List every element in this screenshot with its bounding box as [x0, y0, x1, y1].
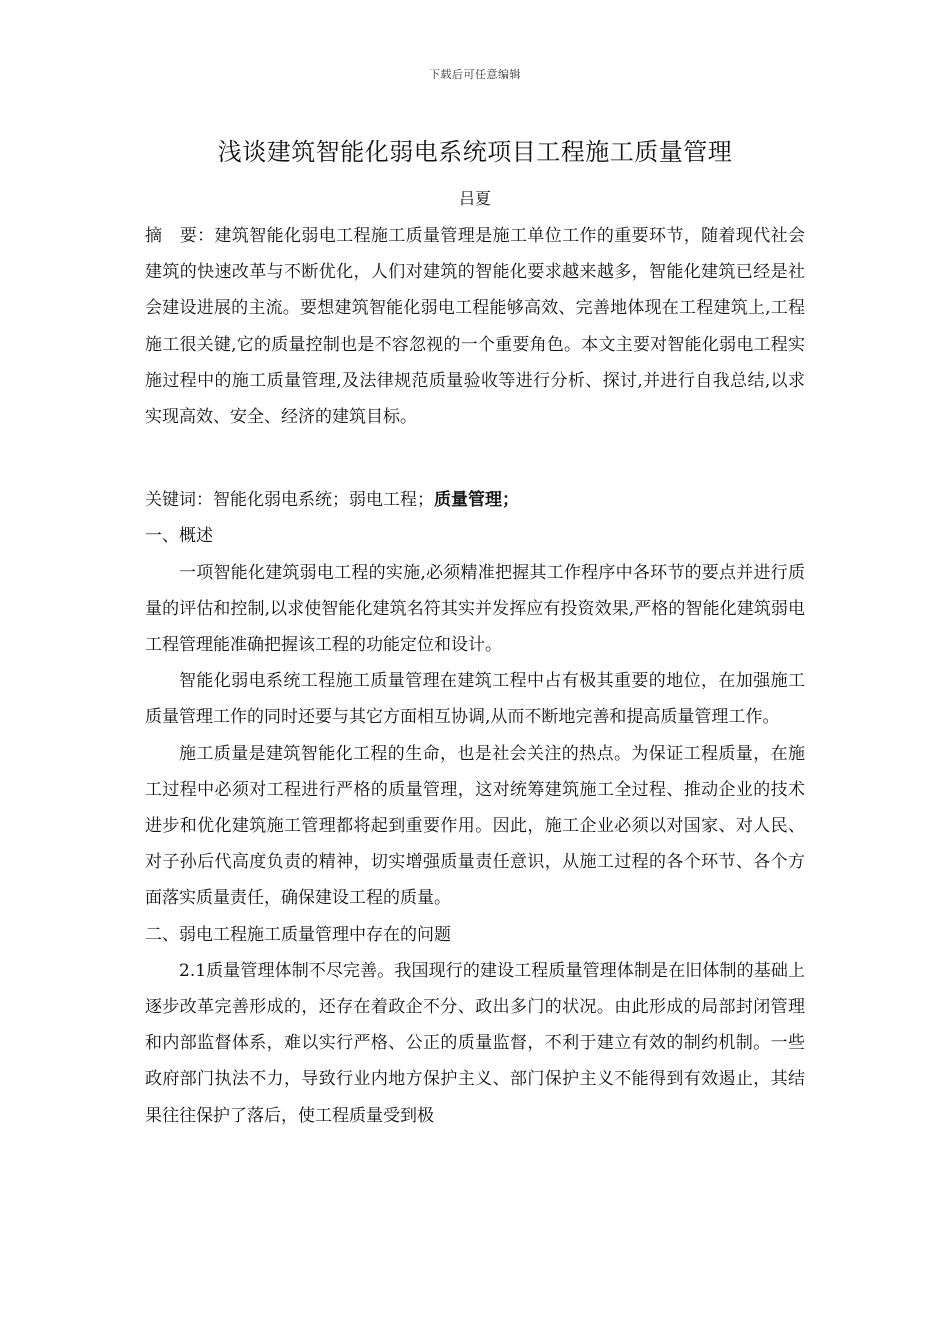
article-author: 吕夏	[458, 189, 491, 208]
section-heading-overview: 一、概述	[145, 526, 213, 547]
article-body	[145, 218, 805, 1134]
abstract-label: 摘 要：	[145, 226, 215, 246]
keywords-line	[145, 482, 805, 518]
keywords-text: 智能化弱电系统；弱电工程；	[213, 490, 434, 511]
abstract-text: 建筑智能化弱电工程施工质量管理是施工单位工作的重要环节，随着现代社会建筑的快速改革与不断优化，人们对建筑的智能化要求越来越多，智能化建筑已经是社会建设进展的主流。要想建筑智能化弱电工程能够高效、完善地体现在工程建筑上,工程施工很关键,它的质量控制也是不容忽视的一个重要角色。本文主要对智能化弱电工程实施过程中的施工质量管理,及法律规范质量验收等进行分析、探讨,并进行自我总结,以求实现高效、安全、经济的建筑目标。	[145, 226, 806, 428]
section-heading-problems: 二、弱电工程施工质量管理中存在的问题	[145, 924, 451, 945]
keywords-bold: 质量管理；	[434, 490, 519, 511]
overview-paragraph-1: 一项智能化建筑弱电工程的实施,必须精准把握其工作程序中各环节的要点并进行质量的评估和控制,以求使智能化建筑名符其实并发挥应有投资效果,严格的智能化建筑弱电工程管理能准确把握该工程的功能定位和设计。	[145, 562, 805, 656]
overview-paragraph-3: 施工质量是建筑智能化工程的生命，也是社会关注的热点。为保证工程质量，在施工过程中必须对工程进行严格的质量管理，这对统筹建筑施工全过程、推动企业的技术进步和优化建筑施工管理都将起到重要作用。因此，施工企业必须以对国家、对人民、对子孙后代高度负责的精神，切实增强质量责任意识，从施工过程的各个环节、各个方面落实质量责任，确保建设工程的质量。	[145, 743, 805, 909]
keywords-label: 关键词：	[145, 490, 213, 511]
overview-paragraph-2: 智能化弱电系统工程施工质量管理在建筑工程中占有极其重要的地位，在加强施工质量管理工作的同时还要与其它方面相互协调,从而不断地完善和提高质量管理工作。	[145, 671, 805, 728]
download-watermark: 下载后可任意编辑	[429, 68, 521, 81]
spacer	[145, 435, 805, 482]
abstract-paragraph	[145, 218, 805, 435]
article-title: 浅谈建筑智能化弱电系统项目工程施工质量管理	[217, 138, 733, 166]
problems-paragraph-1: 2.1质量管理体制不尽完善。我国现行的建设工程质量管理体制是在旧体制的基础上逐步改革完善形成的，还存在着政企不分、政出多门的状况。由此形成的局部封闭管理和内部监督体系，难以实行严格、公正的质量监督，不利于建立有效的制约机制。一些政府部门执法不力，导致行业内地方保护主义、部门保护主义不能得到有效遏止，其结果往往保护了落后，使工程质量受到极	[145, 960, 805, 1126]
